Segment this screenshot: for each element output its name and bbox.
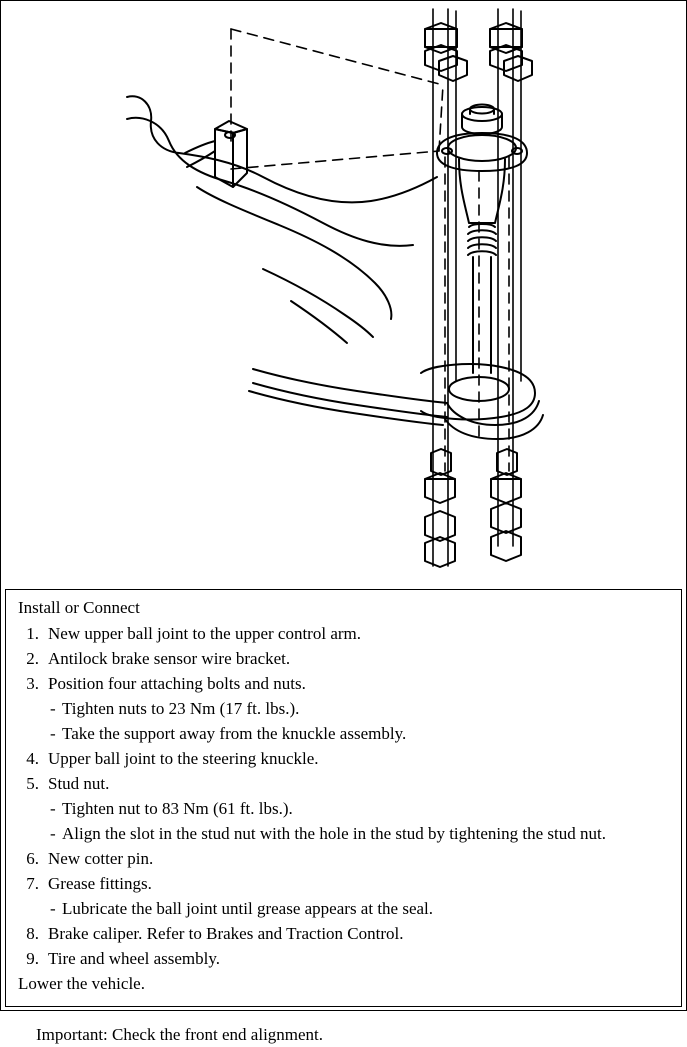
step-text: Upper ball joint to the steering knuckle. [48,749,319,768]
instruction-step [14,771,673,846]
instruction-step [14,871,673,921]
substep-dash: - [50,724,56,743]
step-number: 9. [26,949,39,968]
step-text: Position four attaching bolts and nuts. [48,674,306,693]
instruction-step-list [14,621,673,971]
substep-list [28,796,673,846]
instruction-step [14,621,673,646]
substep [28,821,673,846]
substep-text: Tighten nut to 83 Nm (61 ft. lbs.). [62,799,293,818]
substep-text: Take the support away from the knuckle assembly. [62,724,407,743]
step-number: 3. [26,674,39,693]
substep [28,896,673,921]
step-text: New cotter pin. [48,849,154,868]
step-text: Grease fittings. [48,874,152,893]
closing-instruction: Lower the vehicle. [18,974,145,993]
ball-joint-diagram-svg [1,1,686,586]
step-number: 7. [26,874,39,893]
step-text: Tire and wheel assembly. [48,949,221,968]
instructions-panel [5,589,682,1044]
sensor-wire-bracket [185,121,247,187]
step-text: Antilock brake sensor wire bracket. [48,649,291,668]
step-number: 8. [26,924,39,943]
substep-dash: - [50,799,56,818]
step-text: Stud nut. [48,774,110,793]
substep [28,696,673,721]
step-text: New upper ball joint to the upper control arm. [48,624,361,643]
illustration-figure [1,1,686,586]
substep-dash: - [50,699,56,718]
substep-text: Lubricate the ball joint until grease appears at the seal. [62,899,434,918]
step-number: 1. [26,624,39,643]
instruction-step [14,671,673,746]
substep-dash: - [50,899,56,918]
step-number: 5. [26,774,39,793]
step-number: 4. [26,749,39,768]
instruction-step [14,846,673,871]
bolt-shaft-lines [433,9,521,566]
instruction-step [14,946,673,971]
substep-list [28,896,673,921]
instruction-step [14,646,673,671]
step-text: Brake caliper. Refer to Brakes and Traction Control. [48,924,404,943]
substep-text: Tighten nuts to 23 Nm (17 ft. lbs.). [62,699,300,718]
substep [28,721,673,746]
callout-leader-lines [231,29,509,471]
substep [28,796,673,821]
important-note: Important: Check the front end alignment. [36,1025,324,1044]
top-hex-nuts [425,23,532,81]
bottom-bolts-nuts [425,449,521,567]
substep-list [28,696,673,746]
substep-dash: - [50,824,56,843]
step-number: 6. [26,849,39,868]
panel-heading: Install or Connect [18,598,140,617]
substep-text: Align the slot in the stud nut with the hole in the stud by tightening the stud nut. [62,824,606,843]
instruction-step [14,746,673,771]
upper-control-arm [127,96,447,425]
instruction-step [14,921,673,946]
step-number: 2. [26,649,39,668]
